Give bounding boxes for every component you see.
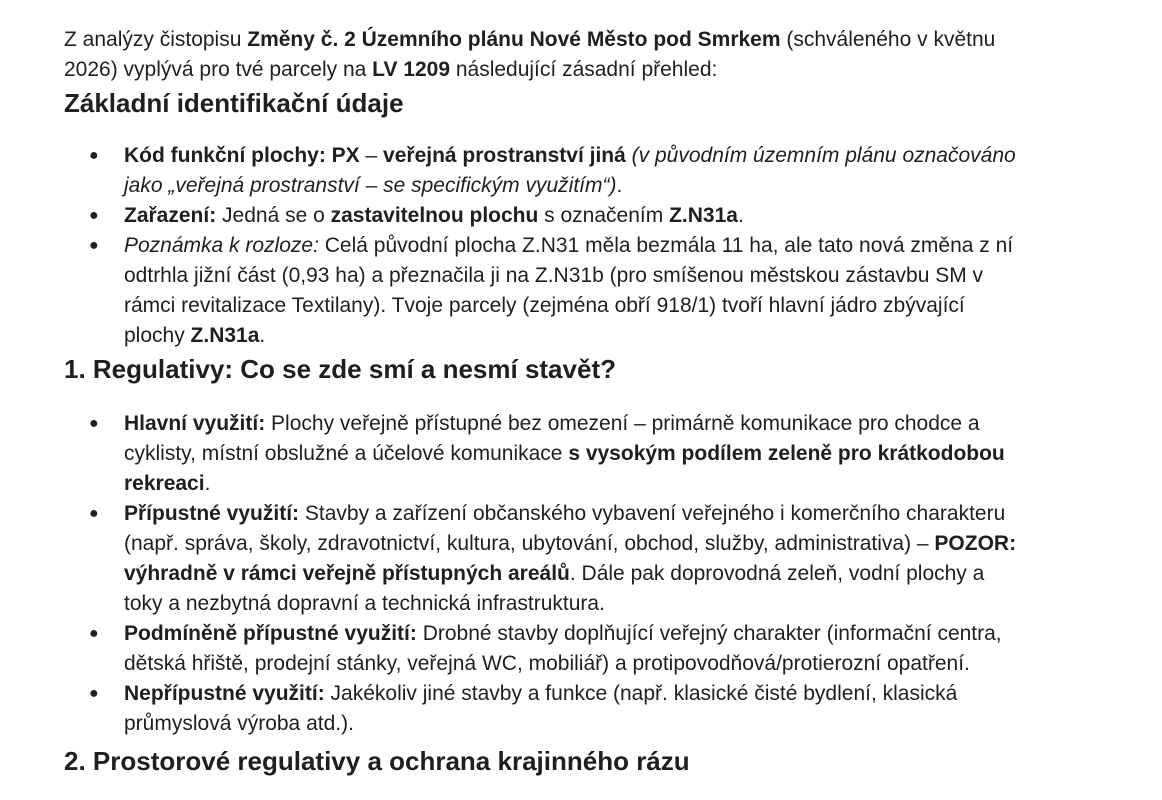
list-item: [64, 499, 1024, 619]
bullet-icon: ●: [89, 625, 99, 642]
bullet-icon: ●: [89, 147, 99, 164]
regulations-list: [64, 409, 1024, 739]
item-label: Hlavní využití:: [124, 412, 266, 435]
basic-info-list: [64, 141, 1024, 351]
list-item: [64, 679, 1024, 739]
item-text: s označením: [538, 204, 670, 227]
item-text: Jakékoliv jiné stavby a funkce (např. klasické čisté bydlení, klasická průmyslová výroba atd.).: [124, 682, 958, 735]
bullet-icon: ●: [89, 237, 99, 254]
item-label: Podmíněně přípustné využití:: [124, 622, 417, 645]
item-bold: Z.N31a: [190, 324, 260, 347]
item-bold: zastavitelnou plochu: [330, 204, 539, 227]
list-item: [64, 619, 1024, 679]
bullet-icon: ●: [89, 415, 99, 432]
item-text: Celá původní plocha Z.N31 měla bezmála 11 ha, ale tato nová změna z ní odtrhla jižní část (0,93 ha) a přeznačila ji na Z.N31b (pro smíšenou městskou zástavbu SM v rámci revitalizace Textilany). Tvoje parcely (zejména obří 918/1) tvoří hlavní jádro zbývající plochy: [124, 234, 1014, 347]
item-text: .: [737, 204, 744, 227]
item-text: . Dále pak doprovodná zeleň, vodní plochy a toky a nezbytná dopravní a technická infrastruktura.: [124, 562, 985, 615]
item-bold: s vysokým podílem zeleně pro krátkodobou rekreaci: [124, 442, 1005, 495]
list-item: [64, 141, 1024, 201]
plan-name: Změny č. 2 Územního plánu Nové Město pod Smrkem: [247, 28, 781, 51]
intro-paragraph: [64, 25, 1024, 85]
intro-text: následující zásadní přehled:: [450, 58, 718, 81]
item-text: Drobné stavby doplňující veřejný charakter (informační centra, dětská hřiště, prodejní stánky, veřejná WC, mobiliář) a protipovodňová/protierozní opatření.: [124, 622, 1002, 675]
item-bold: POZOR: výhradně v rámci veřejně přístupných areálů: [124, 532, 1017, 585]
item-text: .: [259, 324, 266, 347]
intro-text: Z analýzy čistopisu: [64, 28, 248, 51]
list-item: [64, 201, 1024, 231]
list-item: [64, 231, 1024, 351]
item-label: Poznámka k rozloze:: [124, 234, 319, 257]
item-text: Jedná se o: [216, 204, 331, 227]
lv-number: LV 1209: [372, 58, 450, 81]
item-label: Kód funkční plochy: PX: [124, 144, 360, 167]
bullet-icon: ●: [89, 505, 99, 522]
item-text: .: [204, 472, 211, 495]
item-text: .: [616, 174, 623, 197]
document-body: [64, 25, 1024, 779]
intro-text: (schváleného v květnu 2026) vyplývá pro tvé parcely na: [64, 28, 996, 81]
bullet-icon: ●: [89, 207, 99, 224]
item-label: Nepřípustné využití:: [124, 682, 325, 705]
item-bold: veřejná prostranství jiná: [383, 144, 626, 167]
item-italic: (v původním územním plánu označováno jako „veřejná prostranství – se specifickým využitím“): [124, 144, 1016, 197]
bullet-icon: ●: [89, 685, 99, 702]
item-label: Přípustné využití:: [124, 502, 300, 525]
heading-regulations: 1. Regulativy: Co se zde smí a nesmí stavět?: [64, 354, 616, 384]
item-bold: Z.N31a: [669, 204, 738, 227]
heading-next-section: 2. Prostorové regulativy a ochrana krajinného rázu: [64, 746, 690, 776]
item-text: Plochy veřejně přístupné bez omezení – primárně komunikace pro chodce a cyklisty, místní obslužné a účelové komunikace: [124, 412, 980, 465]
item-text: –: [359, 144, 384, 167]
item-text: Stavby a zařízení občanského vybavení veřejného i komerčního charakteru (např. správa, školy, zdravotnictví, kultura, ubytování, obchod, služby, administrativa) –: [124, 502, 1006, 555]
item-label: Zařazení:: [124, 204, 217, 227]
list-item: [64, 409, 1024, 499]
heading-basic-info: Základní identifikační údaje: [64, 88, 404, 118]
